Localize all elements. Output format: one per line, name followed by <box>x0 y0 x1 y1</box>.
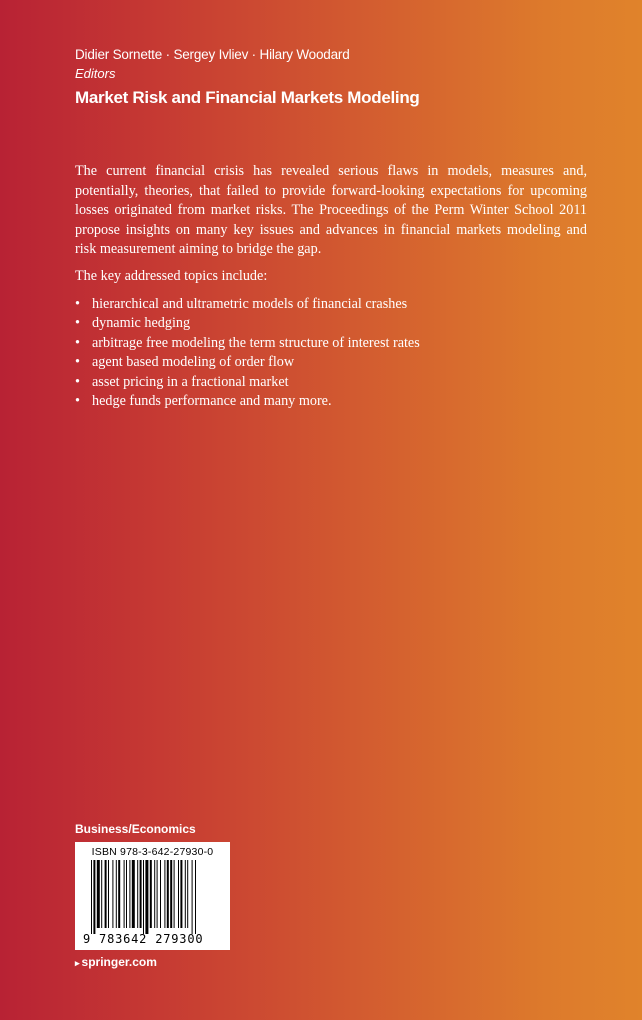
barcode-bar <box>129 860 130 928</box>
blurb-line: potentially, theories, that failed to provide forward-looking expectations for upcoming <box>75 182 587 199</box>
barcode-bar <box>174 860 175 928</box>
barcode-bar <box>178 860 179 928</box>
topic-item <box>75 392 420 411</box>
barcode-bar <box>145 860 148 934</box>
barcode-bar <box>126 860 127 928</box>
barcode-bar <box>112 860 113 928</box>
barcode-bar <box>93 860 95 934</box>
bullet-icon: • <box>75 334 80 351</box>
book-title: Market Risk and Financial Markets Modeling <box>75 88 420 107</box>
topic-text: arbitrage free modeling the term structure of interest rates <box>92 334 420 351</box>
barcode-bar <box>101 860 102 928</box>
topic-text: asset pricing in a fractional market <box>92 373 289 390</box>
barcode-bar <box>124 860 125 928</box>
barcode-bar <box>187 860 188 928</box>
blurb-line: propose insights on many key issues and advances in financial markets modeling and <box>75 221 587 238</box>
barcode-bar <box>143 860 144 934</box>
topics-list <box>75 295 420 411</box>
barcode-bar <box>91 860 92 934</box>
blurb-line: risk measurement aiming to bridge the gap. <box>75 241 322 258</box>
publisher-url: springer.com <box>81 955 157 969</box>
barcode-bar <box>167 860 169 928</box>
barcode-bar <box>105 860 107 928</box>
blurb-line: The current financial crisis has revealed serious flaws in models, measures and, <box>75 163 587 179</box>
topic-text: hierarchical and ultrametric models of financial crashes <box>92 296 408 312</box>
bullet-icon: • <box>75 315 80 332</box>
topics-intro: The key addressed topics include: <box>75 268 268 284</box>
barcode-bar <box>157 860 158 928</box>
arrow-icon: ▸ <box>75 958 80 968</box>
barcode-bar <box>180 860 182 928</box>
barcode-digits: 9 783642 279300 <box>83 932 204 946</box>
topic-item <box>75 353 420 372</box>
barcode-bar <box>170 860 172 928</box>
isbn-text: ISBN 978-3-642-27930-0 <box>91 846 214 858</box>
barcode-bar <box>150 860 152 928</box>
blurb-line: losses originated from market risks. The Proceedings of the Perm Winter School 2011 <box>75 202 587 219</box>
topic-text: hedge funds performance and many more. <box>92 393 332 410</box>
bullet-icon: • <box>75 373 80 390</box>
isbn-barcode <box>75 842 230 950</box>
blurb-paragraph <box>75 162 587 260</box>
bullet-icon: • <box>75 296 80 312</box>
barcode-bar <box>195 860 196 934</box>
topic-item <box>75 373 420 392</box>
barcode-bar <box>154 860 155 928</box>
publisher-link[interactable] <box>75 955 157 969</box>
topic-text: agent based modeling of order flow <box>92 354 295 371</box>
category-label: Business/Economics <box>75 822 196 836</box>
barcode-bar <box>192 860 193 934</box>
topic-item <box>75 314 420 333</box>
bullet-icon: • <box>75 354 80 371</box>
editors-names: Didier Sornette · Sergey Ivliev · Hilary Woodard <box>75 47 350 62</box>
editors-label: Editors <box>75 66 116 81</box>
barcode-bar <box>140 860 142 928</box>
barcode-bar <box>108 860 109 928</box>
barcode-bar <box>160 860 161 928</box>
barcode-bar <box>185 860 186 928</box>
barcode-bar <box>164 860 165 928</box>
bullet-icon: • <box>75 393 80 410</box>
barcode-bar <box>137 860 138 928</box>
barcode-bar <box>132 860 135 928</box>
barcode-bar <box>116 860 117 928</box>
topic-text: dynamic hedging <box>92 315 191 332</box>
topic-item <box>75 334 420 353</box>
topic-item <box>75 295 420 314</box>
barcode-bar <box>97 860 100 928</box>
barcode-bar <box>118 860 120 928</box>
